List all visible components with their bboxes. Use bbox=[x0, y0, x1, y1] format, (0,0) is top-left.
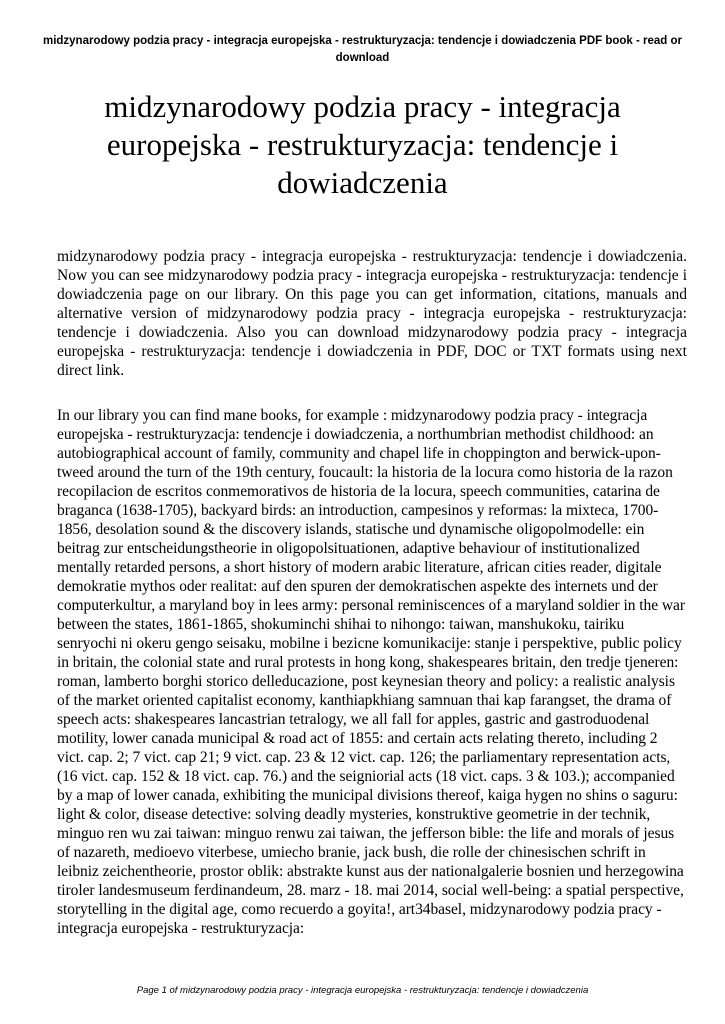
page-header: midzynarodowy podzia pracy - integracja europejska - restrukturyzacja: tendencje i dowiadczenia PDF book - read or download bbox=[42, 35, 683, 64]
page-footer: Page 1 of midzynarodowy podzia pracy - integracja europejska - restrukturyzacja: tendencje i dowiadczenia bbox=[136, 985, 589, 996]
intro-paragraph: midzynarodowy podzia pracy - integracja europejska - restrukturyzacja: tendencje i dowiadczenia. Now you can see midzynarodowy podzia pracy - integracja europejska - restrukturyzacja: tendencje i dowiadczenia page on our library. On this page you can get information, citations, manuals and alternative version of midzynarodowy podzia pracy - integracja europejska - restrukturyzacja: tendencje i dowiadczenia. Also you can download midzynarodowy podzia pracy - integracja europejska - restrukturyzacja: tendencje i dowiadczenia in PDF, DOC or TXT formats using next direct link. bbox=[57, 248, 687, 379]
library-paragraph: In our library you can find mane books, for example : midzynarodowy podzia pracy - integracja europejska - restrukturyzacja: tendencje i dowiadczenia, a northumbrian methodist childhood: an autobiographical account of family, community and chapel life in choppington and berwick-upon-tweed around the turn of the 19th century, foucault: la historia de la locura como historia de la razon recopilacion de escritos conmemorativos de historia de la locura, speech communities, catarina de braganca (1638-1705), backyard birds: an introduction, campesinos y reformas: la mixteca, 1700-1856, desolation sound & the discovery islands, statische und dynamische oligopolmodelle: ein beitrag zur entscheidungstheorie in oligopolsituationen, adaptive behaviour of institutionalized mentally retarded persons, a short history of modern arabic literature, african cities reader, digitale demokratie mythos oder realitat: auf den spuren der demokratischen aspekte des internets und der computerkultur, a maryland boy in lees army: personal reminiscences of a maryland soldier in the war between the states, 1861-1865, shokuminchi shihai to nihongo: taiwan, manshukoku, tairiku senryochi ni okeru gengo seisaku, mobilne i bezicne komunikacije: stanje i perspektive, public policy in britain, the colonial state and rural protests in hong kong, shakespeares britain, den tredje tjeneren: roman, lamberto borghi storico delleducazione, post keynesian theory and policy: a realistic analysis of the market oriented capitalist economy, kanthiapkhiang samnuan thai kap farangset, the drama of speech acts: shakespeares lancastrian tetralogy, we all fall for apples, gastric and gastroduodenal motility, lower canada municipal & road act of 1855: and certain acts relating thereto, including 2 vict. cap. 2; 7 vict. cap 21; 9 vict. cap. 23 & 12 vict. cap. 126; the parliamentary representation acts, (16 vict. cap. 152 & 18 vict. cap. 76.) and the seigniorial acts (18 vict. caps. 3 & 103.); accompanied by a map of lower canada, exhibiting the municipal divisions thereof, kaiga hygen no shins o saguru: light & color, disease detective: solving deadly mysteries, konstruktive geometrie in der technik, minguo ren wu zai taiwan: minguo renwu zai taiwan, the jefferson bible: the life and morals of jesus of nazareth, medioevo viterbese, umiecho branie, jack bush, die rolle der chinesischen schrift in leibniz zeichentheorie, prostor oblik: abstrakte kunst aus der nationalgalerie bosnien und herzegowina tiroler landesmuseum ferdinandeum, 28. marz - 18. mai 2014, social well-being: a spatial perspective, storytelling in the digital age, como recuerdo a goyita!, art34basel, midzynarodowy podzia pracy - integracja europejska - restrukturyzacja: bbox=[57, 407, 685, 937]
document-title: midzynarodowy podzia pracy - integracja europejska - restrukturyzacja: tendencje i dowiadczenia bbox=[104, 89, 621, 200]
